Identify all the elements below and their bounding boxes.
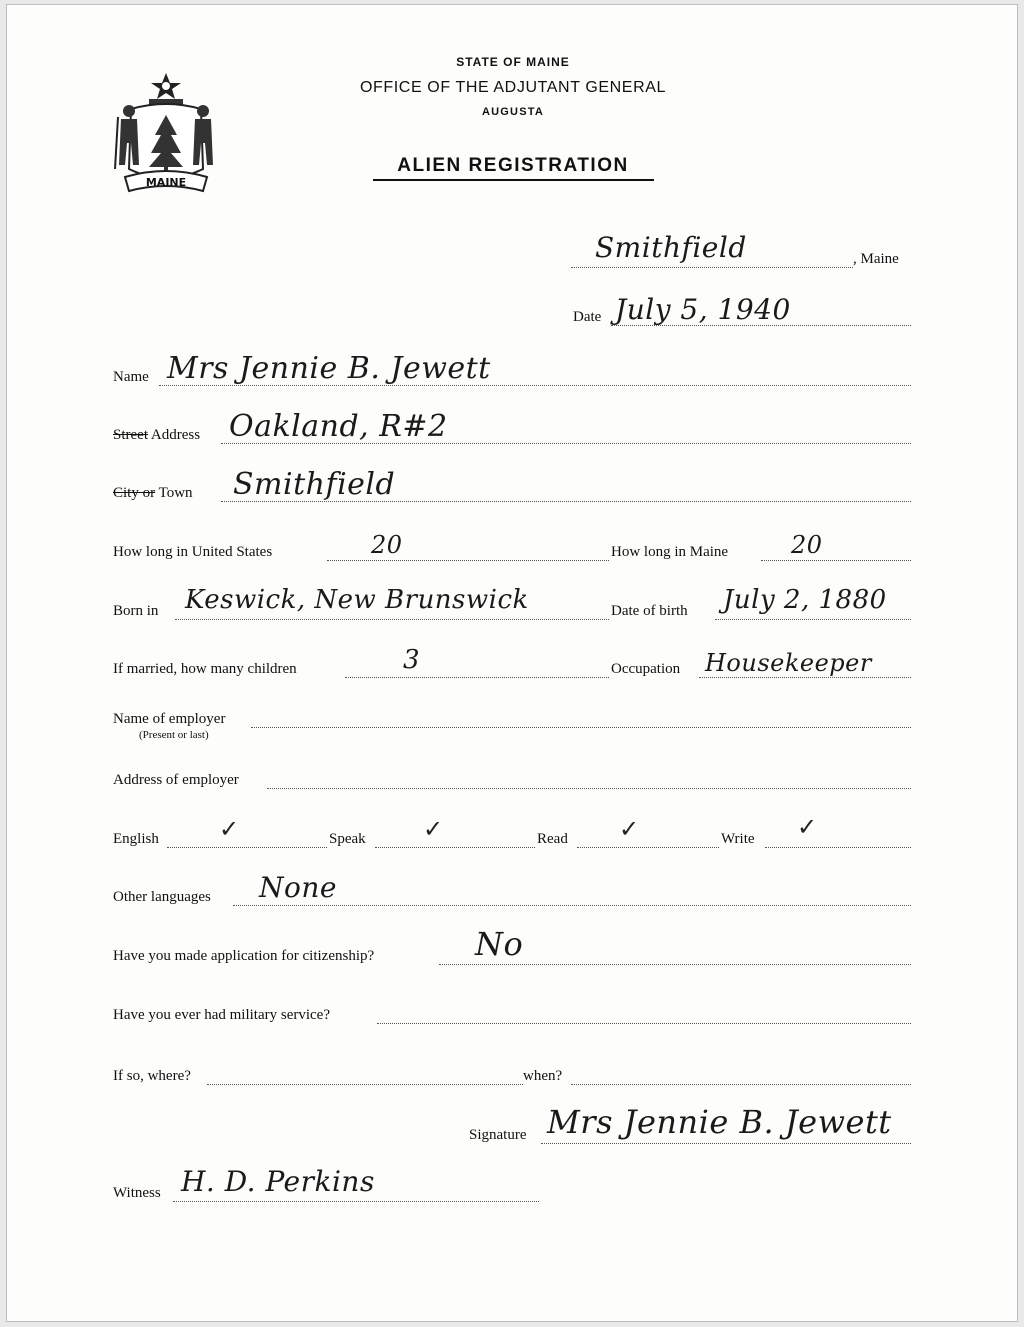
military-label: Have you ever had military service? [113,1007,330,1023]
date-label: Date [573,309,602,325]
citizenship-label: Have you made application for citizenship? [113,948,375,964]
registration-form-page [6,4,1018,1322]
town-value: Smithfield [233,467,396,502]
witness-line [173,1201,539,1202]
english-line [167,847,327,848]
employer-note: (Present or last) [139,729,209,741]
when-label: when? [523,1068,563,1084]
signature-label: Signature [469,1127,527,1143]
signature-value: Mrs Jennie B. Jewett [547,1103,892,1141]
years-us-value: 20 [371,531,403,559]
read-check-icon: ✓ [619,815,640,843]
years-maine-label: How long in Maine [611,544,729,560]
write-label: Write [721,831,755,847]
other-languages-line [233,905,911,906]
other-languages-label: Other languages [113,889,211,905]
occupation-label: Occupation [611,661,681,677]
date-value: July 5, 1940 [615,293,791,326]
children-value: 3 [403,645,421,675]
occupation-value: Housekeeper [705,649,872,677]
form-title: ALIEN REGISTRATION [397,155,629,176]
employer-line [251,727,911,728]
state-heading: STATE OF MAINE [456,55,570,69]
seal-banner-text: MAINE [145,176,187,189]
years-maine-value: 20 [791,531,823,559]
english-check-icon: ✓ [219,815,240,843]
children-line [345,677,609,678]
read-label: Read [537,831,568,847]
signature-line [541,1143,911,1144]
occupation-line [699,677,911,678]
dob-line [715,619,911,620]
witness-value: H. D. Perkins [181,1165,375,1198]
children-label: If married, how many children [113,661,297,677]
dob-label: Date of birth [611,603,688,619]
speak-label: Speak [329,831,366,847]
address-label [113,427,200,444]
employer-label: Name of employer [113,711,226,727]
address-label-text: Address [148,427,201,443]
years-us-label: How long in United States [113,544,273,560]
english-label: English [113,831,159,847]
where-line [207,1084,523,1085]
title-underline [373,179,654,181]
born-in-label: Born in [113,603,159,619]
speak-check-icon: ✓ [423,815,444,843]
military-line [377,1023,911,1024]
town-label-text: Town [155,485,193,501]
name-label: Name [113,369,149,385]
where-label: If so, where? [113,1068,191,1084]
address-value: Oakland, R#2 [229,409,448,444]
write-line [765,847,911,848]
witness-label: Witness [113,1185,161,1201]
place-line [571,267,853,268]
read-line [577,847,719,848]
write-check-icon: ✓ [797,813,818,841]
citizenship-value: No [475,925,524,963]
office-heading: OFFICE OF THE ADJUTANT GENERAL [359,79,667,96]
town-label [113,485,193,502]
other-languages-value: None [259,871,337,904]
dob-value: July 2, 1880 [723,585,887,615]
employer-address-line [267,788,911,789]
born-in-value: Keswick, New Brunswick [185,585,529,615]
town-struck-label: City or [113,485,156,501]
city-heading: AUGUSTA [482,106,544,118]
address-struck-label: Street [113,427,148,443]
speak-line [375,847,535,848]
years-maine-line [761,560,911,561]
years-us-line [327,560,609,561]
name-value: Mrs Jennie B. Jewett [167,351,491,386]
place-value: Smithfield [595,231,747,264]
employer-address-label: Address of employer [113,772,239,788]
citizenship-line [439,964,911,965]
born-in-line [175,619,609,620]
maine-suffix: , Maine [853,251,899,267]
when-line [571,1084,911,1085]
